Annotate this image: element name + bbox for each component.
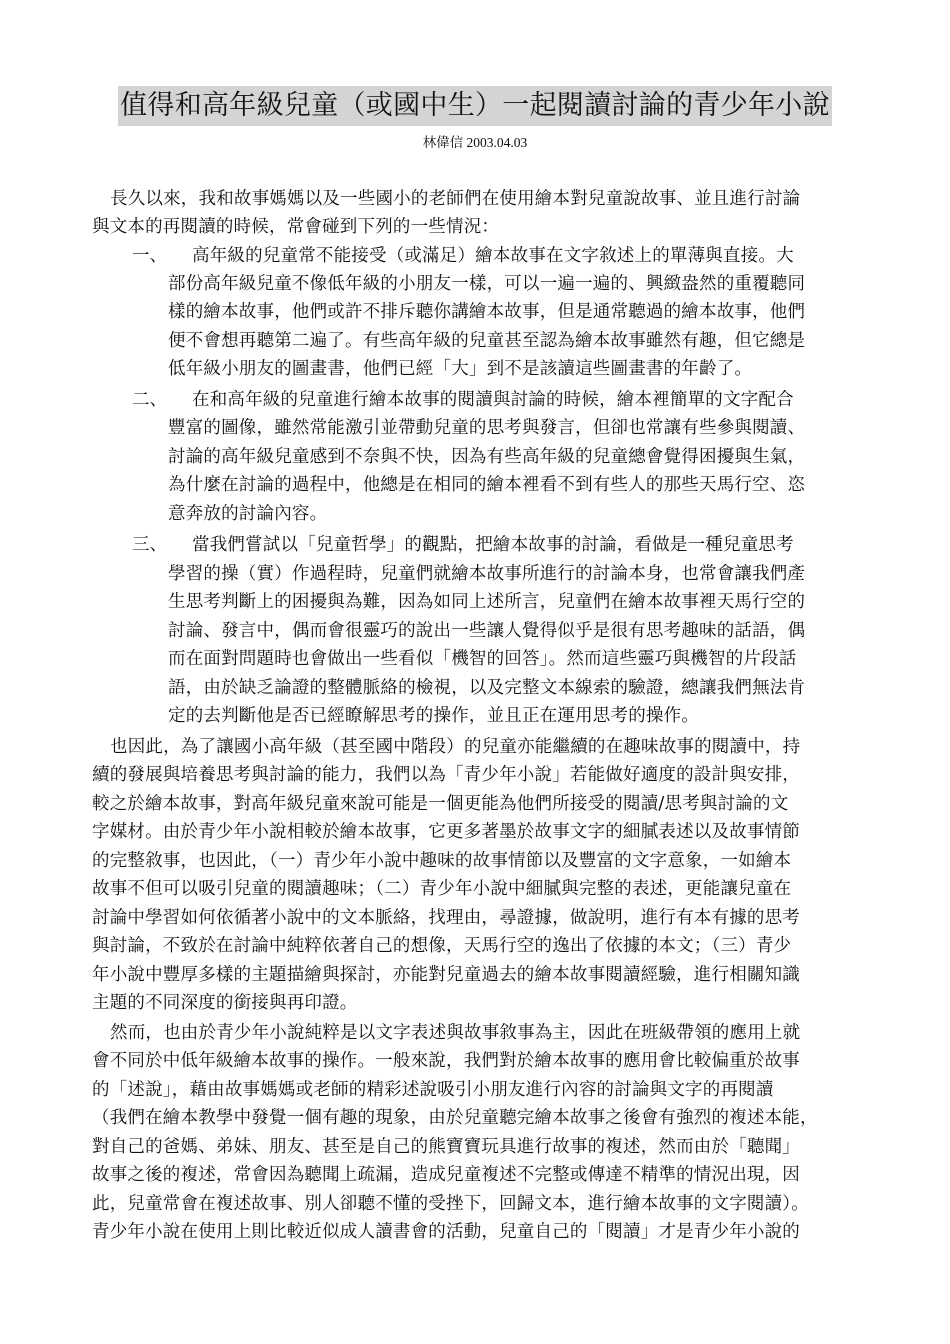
paragraph-3-line-4: （我們在繪本教學中發覺一個有趣的現象，由於兒童聽完繪本故事之後會有強烈的複述本能，: [92, 1108, 818, 1128]
paragraph-2-line-1: 也因此，為了讓國小高年級（甚至國中階段）的兒童亦能繼續的在趣味故事的閱讀中，持: [110, 737, 801, 757]
paragraph-3-line-5: 對自己的爸媽、弟妹、朋友、甚至是自己的熊寶寶玩具進行故事的複述，然而由於「聽聞」: [92, 1137, 800, 1157]
paragraph-3-line-3: 的「述說」，藉由故事媽媽或老師的精彩述說吸引小朋友進行內容的討論與文字的再閱讀: [92, 1080, 774, 1100]
paragraph-3-line-8: 青少年小說在使用上則比較近似成人讀書會的活動，兒童自己的「閱讀」才是青少年小說的: [92, 1222, 800, 1242]
paragraph-2-line-3: 較之於繪本故事，對高年級兒童來說可能是一個更能為他們所接受的閱讀/思考與討論的文: [92, 794, 789, 814]
paragraph-2-line-9: 年小說中豐厚多樣的主題描繪與探討，亦能對兒童過去的繪本故事閱讀經驗，進行相關知識: [92, 965, 800, 985]
list-item-1-line-3: 樣的繪本故事，他們或許不排斥聽你講繪本故事，但是通常聽過的繪本故事，他們: [168, 302, 806, 322]
paragraph-2-line-6: 故事不但可以吸引兒童的閱讀趣味；（二）青少年小說中細膩與完整的表述，更能讓兒童在: [92, 879, 792, 899]
paragraph-2-line-4: 字媒材。由於青少年小說相較於繪本故事，它更多著墨於故事文字的細膩表述以及故事情節: [92, 822, 800, 842]
list-item-number-1: 一、: [132, 246, 167, 266]
list-item-2-line-5: 意奔放的討論內容。: [168, 504, 328, 524]
list-item-1-line-2: 部份高年級兒童不像低年級的小朋友一樣，可以一遍一遍的、興緻盎然的重覆聽同: [168, 274, 806, 294]
list-item-3-line-7: 定的去判斷他是否已經瞭解思考的操作，並且正在運用思考的操作。: [168, 706, 699, 726]
paragraph-2-line-7: 討論中學習如何依循著小說中的文本脈絡，找理由，尋證據，做說明，進行有本有據的思考: [92, 908, 800, 928]
paragraph-2-line-10: 主題的不同深度的銜接與再印證。: [92, 993, 358, 1013]
paragraph-2-line-8: 與討論，不致於在討論中純粹依著自己的想像，天馬行空的逸出了依據的本文；（三）青少: [92, 936, 792, 956]
list-item-1-line-4: 便不會想再聽第二遍了。有些高年級的兒童甚至認為繪本故事雖然有趣，但它總是: [168, 331, 806, 351]
intro-line-1: 長久以來，我和故事媽媽以及一些國小的老師們在使用繪本對兒童說故事、並且進行討論: [110, 189, 801, 209]
list-item-3-line-5: 而在面對問題時也會做出一些看似「機智的回答」。然而這些靈巧與機智的片段話: [168, 649, 797, 669]
list-item-3-line-2: 學習的操（實）作過程時，兒童們就繪本故事所進行的討論本身，也常會讓我們產: [168, 564, 806, 584]
paragraph-3-line-1: 然而，也由於青少年小說純粹是以文字表述與故事敘事為主，因此在班級帶領的應用上就: [110, 1023, 801, 1043]
title-container: [0, 86, 950, 126]
intro-line-2: 與文本的再閱讀的時候，常會碰到下列的一些情況：: [92, 217, 500, 237]
paragraph-2-line-2: 續的發展與培養思考與討論的能力，我們以為「青少年小說」若能做好適度的設計與安排，: [92, 765, 800, 785]
document-title: 值得和高年級兒童（或國中生）一起閱讀討論的青少年小說: [118, 86, 832, 126]
list-item-2-line-3: 討論的高年級兒童感到不奈與不快，因為有些高年級的兒童總會覺得困擾與生氣，: [168, 447, 806, 467]
paragraph-3-line-6: 故事之後的複述，常會因為聽聞上疏漏，造成兒童複述不完整或傳達不精準的情況出現，因: [92, 1165, 800, 1185]
list-item-2-line-4: 為什麼在討論的過程中，他總是在相同的繪本裡看不到有些人的那些天馬行空、恣: [168, 475, 806, 495]
list-item-3-line-3: 生思考判斷上的困擾與為難，因為如同上述所言，兒童們在繪本故事裡天馬行空的: [168, 592, 806, 612]
list-item-3-line-6: 語，由於缺乏論證的整體脈絡的檢視，以及完整文本線索的驗證，總讓我們無法肯: [168, 678, 806, 698]
list-item-number-3: 三、: [132, 535, 167, 555]
list-item-1-line-1: 高年級的兒童常不能接受（或滿足）繪本故事在文字敘述上的單薄與直接。大: [192, 246, 794, 266]
list-item-2-line-1: 在和高年級的兒童進行繪本故事的閱讀與討論的時候，繪本裡簡單的文字配合: [192, 390, 794, 410]
paragraph-3-line-7: 此，兒童常會在複述故事、別人卻聽不懂的受挫下，回歸文本，進行繪本故事的文字閱讀）。: [92, 1194, 809, 1214]
list-item-3-line-4: 討論、發言中，偶而會很靈巧的說出一些讓人覺得似乎是很有思考趣味的話語，偶: [168, 621, 806, 641]
paragraph-3-line-2: 會不同於中低年級繪本故事的操作。一般來說，我們對於繪本故事的應用會比較偏重於故事: [92, 1051, 800, 1071]
list-item-number-2: 二、: [132, 390, 167, 410]
list-item-3-line-1: 當我們嘗試以「兒童哲學」的觀點，把繪本故事的討論，看做是一種兒童思考: [192, 535, 794, 555]
author-date-byline: 林偉信 2003.04.03: [422, 135, 528, 150]
list-item-1-line-5: 低年級小朋友的圖畫書，他們已經「大」到不是該讀這些圖畫書的年齡了。: [168, 359, 753, 379]
paragraph-2-line-5: 的完整敘事，也因此，（一）青少年小說中趣味的故事情節以及豐富的文字意象，一如繪本: [92, 851, 792, 871]
list-item-2-line-2: 豐富的圖像，雖然常能激引並帶動兒童的思考與發言，但卻也常讓有些參與閱讀、: [168, 418, 806, 438]
